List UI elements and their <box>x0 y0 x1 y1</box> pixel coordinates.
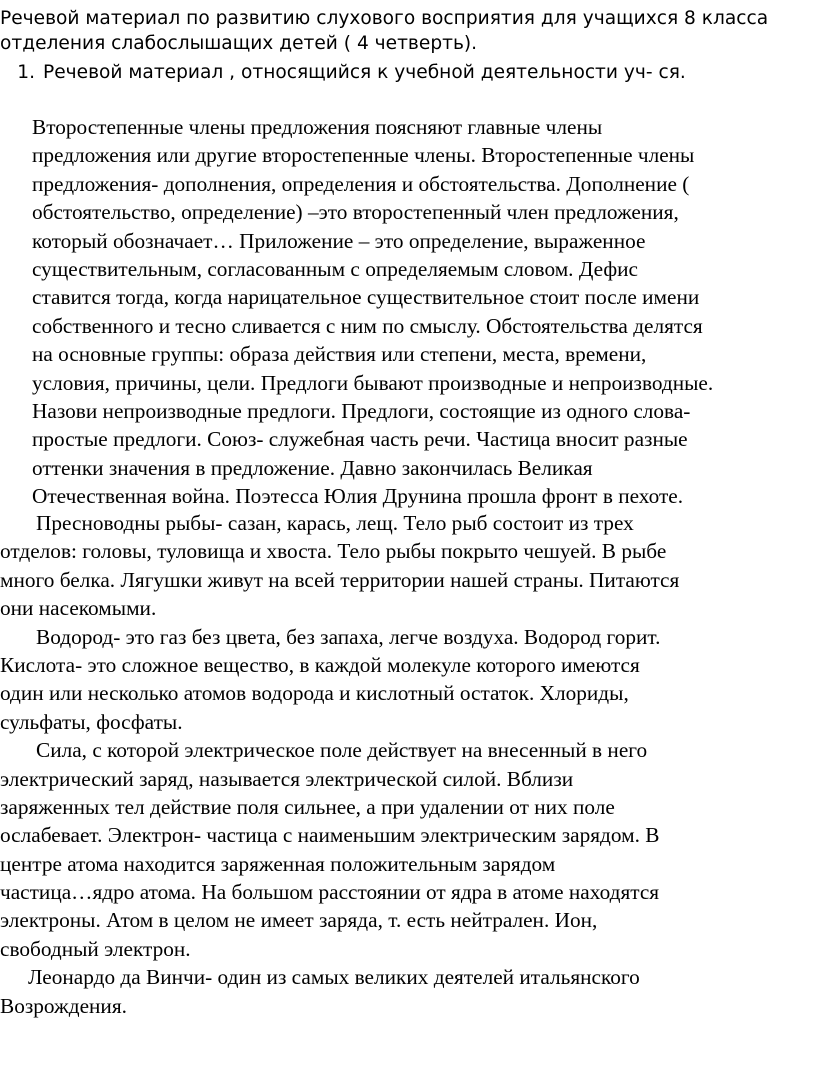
text-line: предложения- дополнения, определения и обстоятельства. Дополнение ( <box>32 171 690 196</box>
text-line: ослабевает. Электрон- частица с наименьшим электрическим зарядом. В <box>0 823 660 848</box>
text-line: Возрождения. <box>0 993 127 1018</box>
text-line: электрический заряд, называется электрической силой. Вблизи <box>0 766 574 791</box>
paragraphs-2-5 <box>0 509 790 1020</box>
header-line-2: отделения слабослышащих детей ( 4 четверть). <box>0 33 478 54</box>
text-line: сульфаты, фосфаты. <box>0 709 183 734</box>
text-line: отделов: головы, туловища и хвоста. Тело рыбы покрыто чешуей. В рыбе <box>0 539 667 564</box>
text-line: много белка. Лягушки живут на всей территории нашей страны. Питаются <box>0 567 680 592</box>
text-line: Второстепенные члены предложения поясняют главные члены <box>32 115 603 139</box>
paragraph-5-first-line: Леонардо да Винчи- один из самых великих деятелей итальянского <box>28 965 640 990</box>
text-line: условия, причины, цели. Предлоги бывают производные и непроизводные. <box>32 370 714 395</box>
text-line: предложения или другие второстепенные члены. Второстепенные члены <box>32 143 695 168</box>
document-header <box>0 6 814 56</box>
text-line: который обозначает… Приложение – это определение, выраженное <box>32 228 646 253</box>
list-item-text: Речевой материал , относящийся к учебной деятельности уч- ся. <box>43 62 686 83</box>
text-line: на основные группы: образа действия или степени, места, времени, <box>32 342 647 367</box>
text-line: свободный электрон. <box>0 936 191 961</box>
text-line: Кислота- это сложное вещество, в каждой молекуле которого имеются <box>0 652 640 677</box>
numbered-list-item <box>0 60 814 85</box>
text-line: они насекомыми. <box>0 596 157 621</box>
paragraph-2-first-line: Пресноводны рыбы- сазан, карась, лещ. Тело рыб состоит из трех <box>36 511 634 535</box>
text-line: оттенки значения в предложение. Давно закончилась Великая <box>32 455 593 480</box>
text-line: существительным, согласованным с определяемым словом. Дефис <box>32 256 638 281</box>
text-line: собственного и тесно сливается с ним по смыслу. Обстоятельства делятся <box>32 313 703 338</box>
text-line: обстоятельство, определение) –это второстепенный член предложения, <box>32 200 679 225</box>
text-line: Назови непроизводные предлоги. Предлоги, состоящие из одного слова- <box>32 398 691 423</box>
text-line: один или несколько атомов водорода и кислотный остаток. Хлориды, <box>0 681 629 706</box>
text-line: Отечественная война. Поэтесса Юлия Друнина прошла фронт в пехоте. <box>32 484 684 509</box>
list-item-number: 1. <box>17 62 35 83</box>
text-line: частица…ядро атома. На большом расстоянии от ядра в атоме находятся <box>0 880 660 905</box>
paragraph-4-first-line: Сила, с которой электрическое поле действует на внесенный в него <box>36 738 648 763</box>
header-line-1: Речевой материал по развитию слухового восприятия для учащихся 8 класса <box>0 8 769 29</box>
text-line: заряженных тел действие поля сильнее, а при удалении от них поле <box>0 794 615 819</box>
paragraph-3-first-line: Водород- это газ без цвета, без запаха, легче воздуха. Водород горит. <box>36 624 661 649</box>
text-line: центре атома находится заряженная положительным зарядом <box>0 851 556 876</box>
text-line: ставится тогда, когда нарицательное существительное стоит после имени <box>32 285 700 310</box>
paragraph-1 <box>32 113 816 510</box>
text-line: электроны. Атом в целом не имеет заряда, т. есть нейтрален. Ион, <box>0 908 598 933</box>
text-line: простые предлоги. Союз- служебная часть речи. Частица вносит разные <box>32 427 688 452</box>
